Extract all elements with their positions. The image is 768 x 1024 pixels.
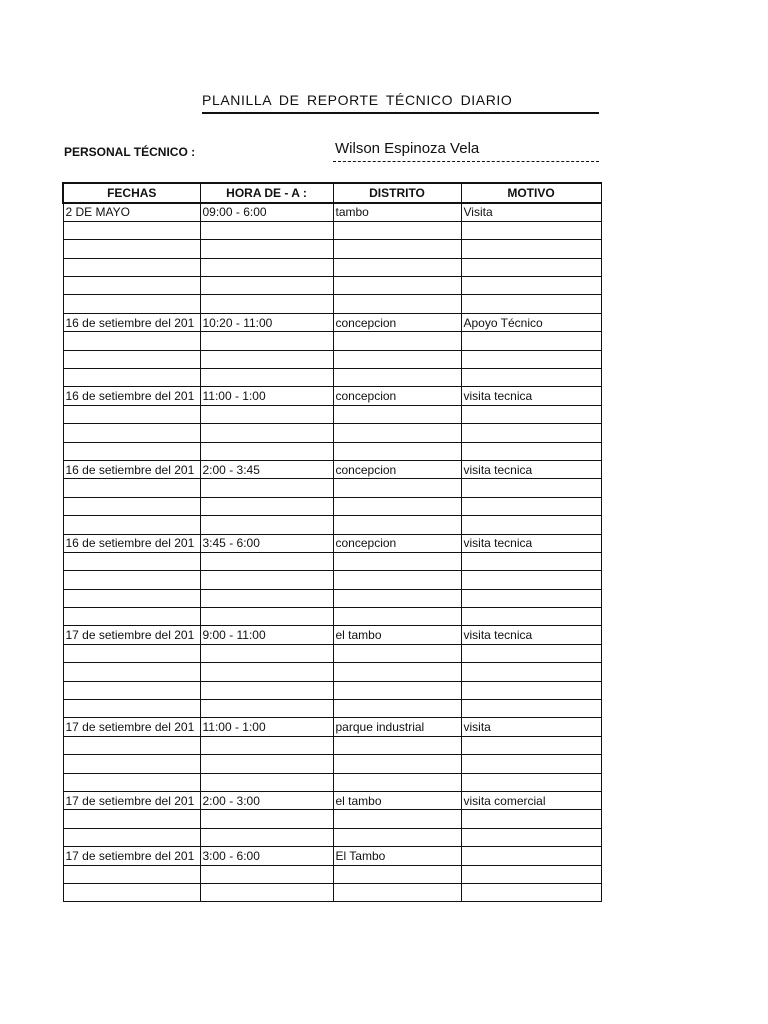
cell-hora bbox=[200, 865, 333, 883]
table-row bbox=[63, 644, 601, 662]
cell-motivo bbox=[461, 295, 601, 313]
cell-hora bbox=[200, 810, 333, 828]
cell-motivo bbox=[461, 773, 601, 791]
table-row bbox=[63, 534, 601, 552]
header-distrito: DISTRITO bbox=[333, 183, 461, 203]
cell-motivo bbox=[461, 369, 601, 387]
table-row bbox=[63, 718, 601, 736]
table-row bbox=[63, 221, 601, 239]
cell-fecha: 17 de setiembre del 201 bbox=[63, 718, 200, 736]
cell-hora bbox=[200, 681, 333, 699]
table-row bbox=[63, 516, 601, 534]
cell-distrito: concepcion bbox=[333, 313, 461, 331]
cell-motivo bbox=[461, 883, 601, 901]
cell-motivo bbox=[461, 681, 601, 699]
cell-distrito: concepcion bbox=[333, 460, 461, 478]
cell-distrito bbox=[333, 552, 461, 570]
cell-fecha bbox=[63, 442, 200, 460]
table-row bbox=[63, 792, 601, 810]
cell-hora: 09:00 - 6:00 bbox=[200, 203, 333, 221]
header-row bbox=[63, 183, 601, 203]
cell-hora: 3:00 - 6:00 bbox=[200, 847, 333, 865]
cell-hora bbox=[200, 552, 333, 570]
cell-motivo bbox=[461, 571, 601, 589]
table-row bbox=[63, 828, 601, 846]
cell-motivo bbox=[461, 865, 601, 883]
cell-fecha bbox=[63, 552, 200, 570]
cell-distrito bbox=[333, 332, 461, 350]
cell-fecha bbox=[63, 589, 200, 607]
table-row bbox=[63, 405, 601, 423]
cell-motivo bbox=[461, 644, 601, 662]
table-row bbox=[63, 424, 601, 442]
cell-hora bbox=[200, 369, 333, 387]
cell-motivo: visita tecnica bbox=[461, 534, 601, 552]
table-row bbox=[63, 847, 601, 865]
cell-distrito bbox=[333, 828, 461, 846]
cell-distrito bbox=[333, 258, 461, 276]
page-title: PLANILLA DE REPORTE TÉCNICO DIARIO bbox=[202, 92, 599, 114]
cell-fecha bbox=[63, 479, 200, 497]
cell-fecha: 17 de setiembre del 201 bbox=[63, 626, 200, 644]
cell-motivo bbox=[461, 479, 601, 497]
table-row bbox=[63, 387, 601, 405]
cell-distrito: concepcion bbox=[333, 387, 461, 405]
table-row bbox=[63, 203, 601, 221]
cell-hora bbox=[200, 277, 333, 295]
cell-fecha bbox=[63, 277, 200, 295]
cell-motivo bbox=[461, 405, 601, 423]
table-row bbox=[63, 332, 601, 350]
cell-motivo bbox=[461, 828, 601, 846]
cell-motivo bbox=[461, 755, 601, 773]
cell-hora bbox=[200, 516, 333, 534]
cell-hora bbox=[200, 883, 333, 901]
table-row bbox=[63, 240, 601, 258]
table-row bbox=[63, 369, 601, 387]
cell-hora bbox=[200, 424, 333, 442]
cell-motivo: visita tecnica bbox=[461, 460, 601, 478]
table-row bbox=[63, 295, 601, 313]
cell-fecha bbox=[63, 369, 200, 387]
header-hora: HORA DE - A : bbox=[200, 183, 333, 203]
cell-fecha bbox=[63, 644, 200, 662]
personal-label: PERSONAL TÉCNICO : bbox=[64, 145, 196, 159]
table-row bbox=[63, 883, 601, 901]
table-row bbox=[63, 773, 601, 791]
table-row bbox=[63, 700, 601, 718]
header-motivo: MOTIVO bbox=[461, 183, 601, 203]
cell-motivo bbox=[461, 589, 601, 607]
cell-motivo bbox=[461, 516, 601, 534]
cell-motivo bbox=[461, 608, 601, 626]
cell-motivo: visita comercial bbox=[461, 792, 601, 810]
cell-motivo bbox=[461, 332, 601, 350]
cell-distrito: parque industrial bbox=[333, 718, 461, 736]
cell-hora bbox=[200, 608, 333, 626]
cell-distrito bbox=[333, 589, 461, 607]
table-row bbox=[63, 736, 601, 754]
cell-motivo bbox=[461, 552, 601, 570]
cell-hora bbox=[200, 736, 333, 754]
table-row bbox=[63, 865, 601, 883]
cell-fecha bbox=[63, 663, 200, 681]
cell-fecha: 16 de setiembre del 201 bbox=[63, 460, 200, 478]
cell-fecha bbox=[63, 497, 200, 515]
cell-hora bbox=[200, 442, 333, 460]
table-body bbox=[63, 203, 601, 902]
cell-fecha bbox=[63, 405, 200, 423]
table-row bbox=[63, 258, 601, 276]
cell-motivo: Visita bbox=[461, 203, 601, 221]
cell-hora bbox=[200, 497, 333, 515]
cell-fecha bbox=[63, 516, 200, 534]
table-row bbox=[63, 497, 601, 515]
cell-distrito bbox=[333, 883, 461, 901]
cell-fecha bbox=[63, 350, 200, 368]
personal-name: Wilson Espinoza Vela bbox=[333, 140, 599, 162]
cell-motivo: visita tecnica bbox=[461, 387, 601, 405]
cell-motivo bbox=[461, 240, 601, 258]
cell-hora: 11:00 - 1:00 bbox=[200, 387, 333, 405]
cell-distrito bbox=[333, 277, 461, 295]
cell-motivo bbox=[461, 847, 601, 865]
cell-motivo bbox=[461, 277, 601, 295]
cell-fecha bbox=[63, 608, 200, 626]
cell-hora bbox=[200, 571, 333, 589]
cell-hora bbox=[200, 663, 333, 681]
table-row bbox=[63, 350, 601, 368]
cell-hora bbox=[200, 240, 333, 258]
cell-distrito bbox=[333, 865, 461, 883]
cell-fecha bbox=[63, 240, 200, 258]
cell-distrito bbox=[333, 810, 461, 828]
cell-fecha bbox=[63, 571, 200, 589]
cell-motivo bbox=[461, 258, 601, 276]
cell-distrito bbox=[333, 608, 461, 626]
table-row bbox=[63, 479, 601, 497]
report-table bbox=[62, 182, 602, 902]
cell-fecha bbox=[63, 865, 200, 883]
cell-distrito bbox=[333, 369, 461, 387]
cell-hora bbox=[200, 221, 333, 239]
cell-distrito bbox=[333, 663, 461, 681]
cell-distrito bbox=[333, 736, 461, 754]
cell-distrito bbox=[333, 497, 461, 515]
cell-fecha: 2 DE MAYO bbox=[63, 203, 200, 221]
cell-hora: 2:00 - 3:45 bbox=[200, 460, 333, 478]
cell-hora: 11:00 - 1:00 bbox=[200, 718, 333, 736]
table-row bbox=[63, 608, 601, 626]
table-row bbox=[63, 663, 601, 681]
cell-distrito bbox=[333, 479, 461, 497]
cell-distrito bbox=[333, 350, 461, 368]
cell-fecha bbox=[63, 810, 200, 828]
cell-motivo bbox=[461, 442, 601, 460]
cell-distrito bbox=[333, 240, 461, 258]
cell-distrito: tambo bbox=[333, 203, 461, 221]
cell-motivo bbox=[461, 497, 601, 515]
cell-motivo bbox=[461, 221, 601, 239]
cell-distrito: concepcion bbox=[333, 534, 461, 552]
cell-distrito bbox=[333, 681, 461, 699]
cell-fecha bbox=[63, 773, 200, 791]
cell-fecha bbox=[63, 828, 200, 846]
table-row bbox=[63, 313, 601, 331]
table-row bbox=[63, 755, 601, 773]
table-row bbox=[63, 810, 601, 828]
cell-hora: 9:00 - 11:00 bbox=[200, 626, 333, 644]
cell-fecha bbox=[63, 221, 200, 239]
cell-fecha bbox=[63, 755, 200, 773]
cell-hora bbox=[200, 773, 333, 791]
table-row bbox=[63, 681, 601, 699]
cell-motivo: visita bbox=[461, 718, 601, 736]
table-row bbox=[63, 571, 601, 589]
cell-fecha bbox=[63, 424, 200, 442]
cell-hora bbox=[200, 589, 333, 607]
cell-fecha: 17 de setiembre del 201 bbox=[63, 847, 200, 865]
cell-distrito bbox=[333, 424, 461, 442]
cell-distrito bbox=[333, 644, 461, 662]
cell-motivo bbox=[461, 350, 601, 368]
cell-fecha: 16 de setiembre del 201 bbox=[63, 387, 200, 405]
cell-distrito bbox=[333, 571, 461, 589]
table-row bbox=[63, 626, 601, 644]
cell-fecha bbox=[63, 883, 200, 901]
cell-hora bbox=[200, 755, 333, 773]
cell-distrito bbox=[333, 442, 461, 460]
cell-distrito bbox=[333, 405, 461, 423]
cell-hora: 3:45 - 6:00 bbox=[200, 534, 333, 552]
cell-distrito: el tambo bbox=[333, 792, 461, 810]
cell-hora bbox=[200, 700, 333, 718]
cell-distrito bbox=[333, 755, 461, 773]
cell-distrito: El Tambo bbox=[333, 847, 461, 865]
cell-distrito bbox=[333, 773, 461, 791]
cell-hora bbox=[200, 295, 333, 313]
cell-motivo: visita tecnica bbox=[461, 626, 601, 644]
cell-fecha bbox=[63, 700, 200, 718]
cell-hora: 2:00 - 3:00 bbox=[200, 792, 333, 810]
cell-motivo bbox=[461, 700, 601, 718]
table-row bbox=[63, 552, 601, 570]
cell-distrito bbox=[333, 516, 461, 534]
cell-distrito bbox=[333, 295, 461, 313]
cell-hora bbox=[200, 258, 333, 276]
cell-hora bbox=[200, 350, 333, 368]
cell-fecha bbox=[63, 736, 200, 754]
header-fechas: FECHAS bbox=[63, 183, 200, 203]
cell-hora: 10:20 - 11:00 bbox=[200, 313, 333, 331]
cell-motivo bbox=[461, 424, 601, 442]
table-row bbox=[63, 442, 601, 460]
cell-hora bbox=[200, 828, 333, 846]
cell-fecha bbox=[63, 295, 200, 313]
table-row bbox=[63, 277, 601, 295]
cell-fecha: 16 de setiembre del 201 bbox=[63, 313, 200, 331]
cell-distrito bbox=[333, 221, 461, 239]
cell-motivo: Apoyo Técnico bbox=[461, 313, 601, 331]
cell-fecha bbox=[63, 332, 200, 350]
cell-fecha: 17 de setiembre del 201 bbox=[63, 792, 200, 810]
cell-fecha: 16 de setiembre del 201 bbox=[63, 534, 200, 552]
table-row bbox=[63, 589, 601, 607]
cell-motivo bbox=[461, 736, 601, 754]
cell-distrito bbox=[333, 700, 461, 718]
cell-fecha bbox=[63, 258, 200, 276]
cell-distrito: el tambo bbox=[333, 626, 461, 644]
table-row bbox=[63, 460, 601, 478]
cell-motivo bbox=[461, 810, 601, 828]
cell-hora bbox=[200, 405, 333, 423]
cell-fecha bbox=[63, 681, 200, 699]
cell-motivo bbox=[461, 663, 601, 681]
cell-hora bbox=[200, 644, 333, 662]
cell-hora bbox=[200, 479, 333, 497]
cell-hora bbox=[200, 332, 333, 350]
